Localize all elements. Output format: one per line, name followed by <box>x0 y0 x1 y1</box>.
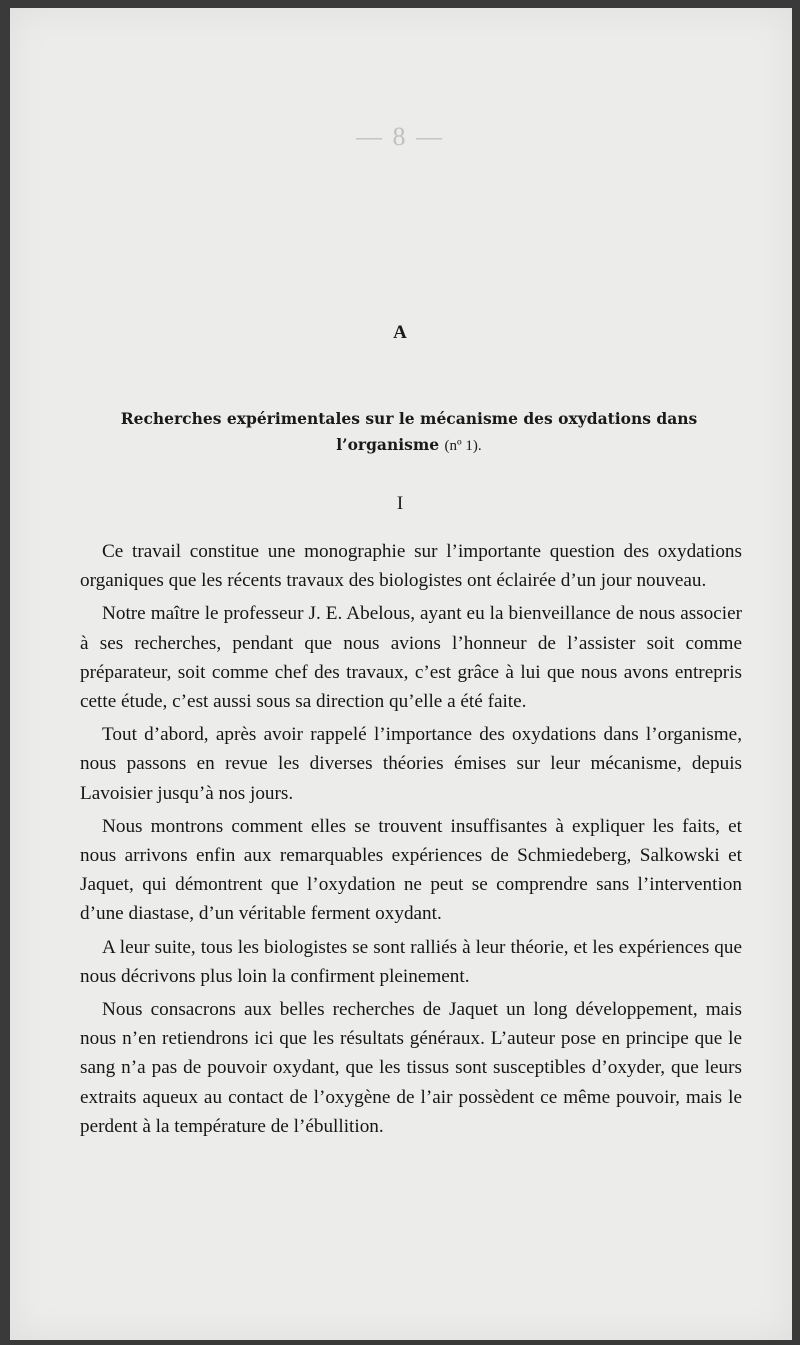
heading-title: Recherches expérimentales sur le mécanisme des oxydations dans l’organisme <box>120 409 698 454</box>
heading-note: (nº 1). <box>444 438 482 454</box>
paragraph: A leur suite, tous les biologistes se sont ralliés à leur théorie, et les expériences que nous décrivons plus loin la confirment pleinement. <box>80 936 742 987</box>
paragraph: Ce travail constitue une monographie sur l’importante question des oxydations organiques que les récents travaux des biologistes ont éclairée d’un jour nouveau. <box>80 541 742 592</box>
body-text <box>80 537 742 1145</box>
paragraph: Nous montrons comment elles se trouvent insuffisantes à expliquer les faits, et nous arrivons enfin aux remarquables expériences de Schmiedeberg, Salkowski et Jaquet, qui démontrent que l’oxydation ne peut se comprendre sans l’intervention d’une diastase, d’un véritable ferment oxydant. <box>80 815 742 925</box>
section-letter: A <box>393 322 407 343</box>
section-heading <box>78 406 740 459</box>
paragraph: Tout d’abord, après avoir rappelé l’importance des oxydations dans l’organisme, nous passons en revue les diverses théories émises sur leur mécanisme, depuis Lavoisier jusqu’à nos jours. <box>80 724 742 804</box>
page-number: — 8 — <box>356 122 444 151</box>
section-number: I <box>396 493 404 514</box>
paragraph: Nous consacrons aux belles recherches de Jaquet un long développement, mais nous n’en retiendrons ici que les résultats généraux. L’auteur pose en principe que le sang n’a pas de pouvoir oxydant, que les tissus sont susceptibles d’oxyder, que leurs extraits aqueux au contact de l’oxygène de l’air possèdent ce même pouvoir, mais le perdent à la température de l’ébullition. <box>80 999 742 1137</box>
paragraph: Notre maître le professeur J. E. Abelous, ayant eu la bienveillance de nous associer à ses recherches, pendant que nous avions l’honneur de l’assister soit comme préparateur, soit comme chef des travaux, c’est grâce à lui que nous avons entrepris cette étude, c’est aussi sous sa direction qu’elle a été faite. <box>80 603 742 713</box>
